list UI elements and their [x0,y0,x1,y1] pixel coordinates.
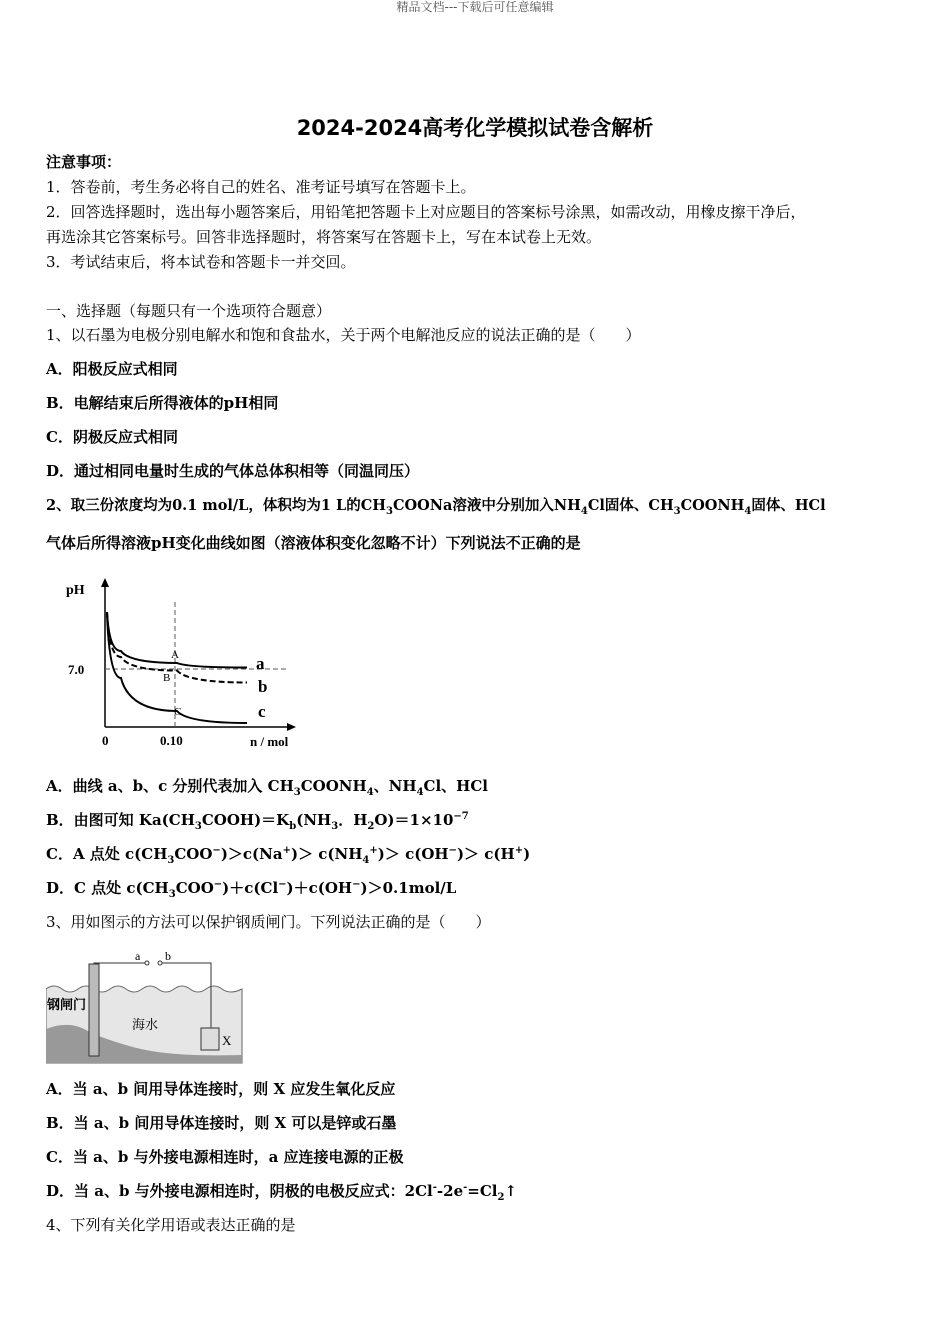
terminal-a-label: a [135,949,141,963]
wire-left [94,963,146,964]
q1-option-b: B．电解结束后所得液体的pH相同 [46,394,279,412]
q2-stem-line1: 2、取三份浓度均为0.1 mol/L，体积均为1 L的$CH_3COONa$溶液中分别加入$NH_4Cl$固体、$CH_3COONH_4$固体、HCl [46,497,826,517]
notice-heading: 注意事项： [46,153,122,171]
q3-option-a: A．当 a、b 间用导体连接时，则 X 应发生氧化反应 [46,1080,396,1098]
q2-stem-line2: 气体后所得溶液pH变化曲线如图（溶液体积变化忽略不计）下列说法不正确的是 [46,534,581,552]
page-header: 精品文档---下载后可任意编辑 [396,0,554,14]
notice-item-3: 3．考试结束后，将本试卷和答题卡一并交回。 [46,253,356,271]
q1-option-c: C．阴极反应式相同 [46,428,178,446]
q2-option-a: A．曲线 a、b、c 分别代表加入 $CH_3COONH_4$、$NH_4Cl$、HCl [46,777,488,798]
q3-option-d: D．当 a、b 与外接电源相连时，阴极的电极反应式：$2Cl^--2e^-=Cl_2↑$ [46,1182,518,1203]
section-heading: 一、选择题（每题只有一个选项符合题意） [46,302,332,320]
electrode-x [201,1028,219,1050]
y-axis-label: pH [66,583,85,598]
gate-label: 钢闸门 [47,997,87,1012]
q3-option-c: C．当 a、b 与外接电源相连时，a 应连接电源的正极 [46,1148,404,1166]
seawater-label: 海水 [132,1017,159,1032]
point-a-label: A [171,649,179,661]
q2-option-d: D．C 点处 $c(CH_3COO^-)+c(Cl^-)+c(OH^-)>0.1mol/L$ [46,879,457,900]
q2-option-b: B．由图可知 $Ka(CH_3COOH)=K_b(NH_3$．$H_2O)=1\times 10^{-7}$ [46,811,469,832]
label-c: c [258,702,266,721]
curve-b [107,612,247,683]
x-axis-arrow [287,723,296,731]
notice-item-2: 2．回答选择题时，选出每小题答案后，用铅笔把答题卡上对应题目的答案标号涂黑，如需改动，用橡皮擦干净后， [46,203,806,221]
point-b-label: B [163,672,171,684]
q3-option-b: B．当 a、b 间用导体连接时，则 X 可以是锌或石墨 [46,1114,397,1132]
q1-option-a: A．阳极反应式相同 [46,360,178,378]
notice-item-1: 1．答卷前，考生务必将自己的姓名、准考证号填写在答题卡上。 [46,178,476,196]
terminal-a [145,961,149,965]
page-title: 2024-2024高考化学模拟试卷含解析 [296,116,654,140]
terminal-b [158,961,162,965]
y-tick-7: 7.0 [68,662,85,677]
q1-option-d: D．通过相同电量时生成的气体总体积相等（同温同压） [46,462,420,480]
q2-option-c: C．A 点处 $c(CH_3COO^-)>c(Na^+)> c(NH_4^+)> c(OH^-)> c(H^+)$ [46,845,531,866]
x-tick-0: 0 [102,733,109,748]
terminal-b-label: b [165,949,171,963]
q3-stem: 3、用如图示的方法可以保护钢质闸门。下列说法正确的是（ ） [46,913,491,931]
y-axis-arrow [101,578,109,587]
label-a: a [256,654,265,673]
notice-item-2-cont: 再选涂其它答案标号。回答非选择题时，将答案写在答题卡上，写在本试卷上无效。 [46,228,602,246]
x-tick-010: 0.10 [160,733,183,748]
q4-stem: 4、下列有关化学用语或表达正确的是 [46,1216,296,1234]
label-b: b [258,677,268,696]
point-c-label: C [174,706,182,718]
x-axis-label: n / mol [250,734,289,749]
x-label: X [222,1033,232,1048]
q1-stem: 1、以石墨为电极分别电解水和饱和食盐水，关于两个电解池反应的说法正确的是（ ） [46,326,641,344]
ph-chart [60,572,310,757]
steel-gate-figure [46,945,244,1065]
steel-gate [89,964,99,1056]
